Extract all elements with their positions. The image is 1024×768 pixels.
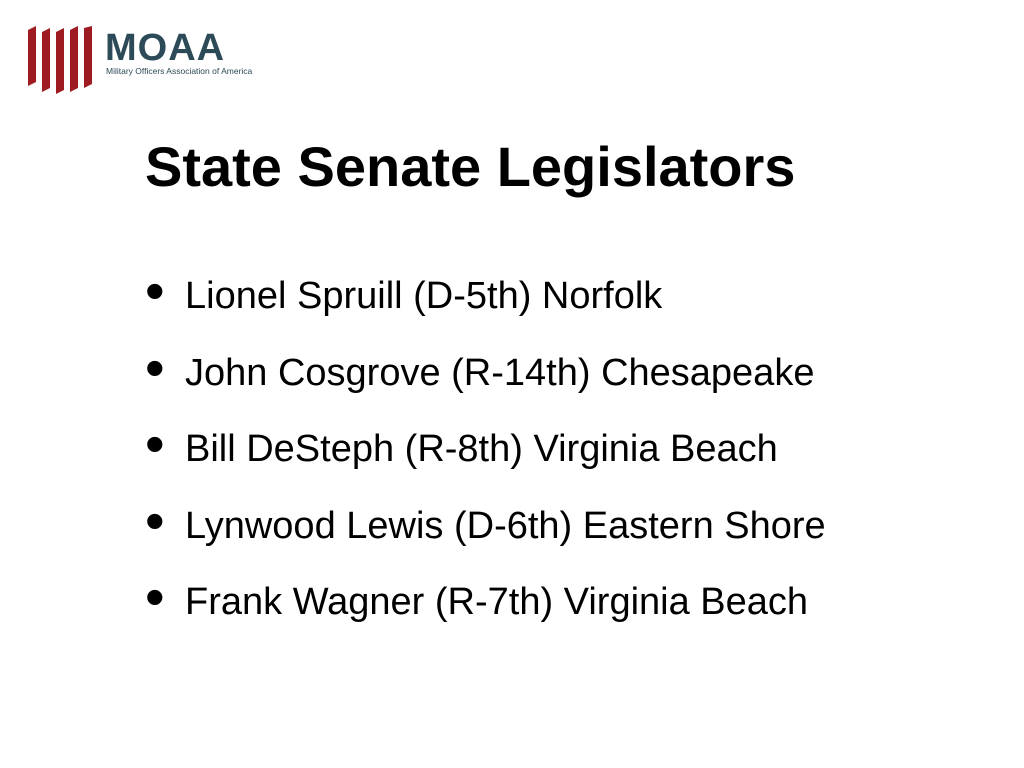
legislator-name: Lionel Spruill (D-5th) Norfolk [185,275,663,317]
legislator-list [145,258,826,641]
bullet-icon: • [145,335,165,399]
flag-stripes-icon [26,26,102,96]
bullet-icon: • [145,565,165,628]
list-item [145,411,826,488]
list-item [145,564,826,641]
legislator-name: Lynwood Lewis (D-6th) Eastern Shore [185,504,826,547]
moaa-logo [26,26,256,98]
list-item [145,258,826,335]
list-item [145,335,826,412]
legislator-name: John Cosgrove (R-14th) Chesapeake [185,351,815,394]
bullet-icon: • [145,259,165,322]
legislator-name: Bill DeSteph (R-8th) Virginia Beach [185,428,778,470]
logo-tagline: Military Officers Association of America [106,66,253,76]
legislator-name: Frank Wagner (R-7th) Virginia Beach [185,581,809,623]
slide-title: State Senate Legislators [145,135,796,198]
bullet-icon: • [145,488,165,552]
bullet-icon: • [145,412,165,475]
list-item [145,488,826,565]
logo-wordmark: MOAA [105,27,226,69]
